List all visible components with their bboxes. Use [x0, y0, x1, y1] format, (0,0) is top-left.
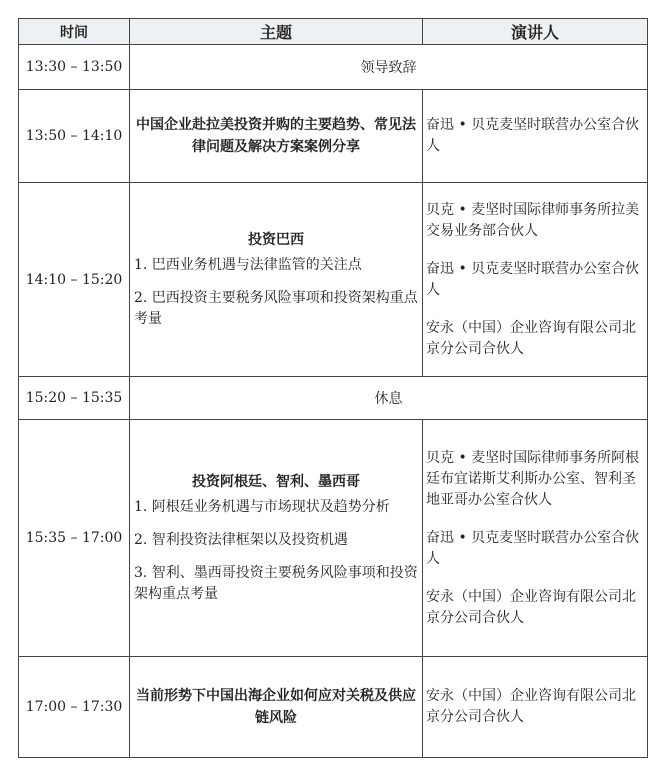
header-speaker: 演讲人 — [423, 19, 648, 45]
topic-title: 当前形势下中国出海企业如何应对关税及供应链风险 — [136, 688, 416, 726]
header-time: 时间 — [19, 19, 130, 45]
topic-item: 3. 智利、墨西哥投资主要税务风险事项和投资架构重点考量 — [134, 565, 418, 602]
table-row — [19, 657, 648, 758]
agenda-table — [18, 18, 648, 758]
speaker-text: 安永（中国）企业咨询有限公司北京分公司合伙人 — [426, 688, 636, 725]
time-cell: 15:20 – 15:35 — [19, 377, 130, 420]
topic-item: 2. 智利投资法律框架以及投资机遇 — [134, 532, 348, 548]
time-cell: 13:30 – 13:50 — [19, 45, 130, 90]
header-row — [19, 19, 648, 45]
header-topic: 主题 — [130, 19, 423, 45]
topic-item: 1. 阿根廷业务机遇与市场现状及趋势分析 — [134, 499, 390, 515]
time-cell: 14:10 – 15:20 — [19, 183, 130, 377]
speaker-text: 贝克 • 麦坚时国际律师事务所阿根廷布宜诺斯艾利斯办公室、智利圣地亚哥办公室合伙人 — [426, 449, 640, 508]
table-row — [19, 377, 648, 420]
topic-cell — [130, 183, 423, 377]
speaker-text: 奋迅 • 贝克麦坚时联营办公室合伙人 — [426, 529, 640, 567]
speaker-text: 奋迅 • 贝克麦坚时联营办公室合伙人 — [426, 260, 640, 298]
topic-cell — [130, 90, 423, 183]
topic-title: 投资巴西 — [248, 232, 304, 248]
speaker-cell — [423, 657, 648, 758]
speaker-cell — [423, 183, 648, 377]
table-row — [19, 45, 648, 90]
topic-item: 1. 巴西业务机遇与法律监管的关注点 — [134, 257, 362, 273]
table-row — [19, 90, 648, 183]
speaker-cell — [423, 420, 648, 657]
time-cell: 13:50 – 14:10 — [19, 90, 130, 183]
topic-item: 2. 巴西投资主要税务风险事项和投资架构重点考量 — [134, 290, 418, 327]
time-cell: 15:35 – 17:00 — [19, 420, 130, 657]
topic-title: 中国企业赴拉美投资并购的主要趋势、常见法律问题及解决方案案例分享 — [136, 117, 416, 155]
table-row — [19, 183, 648, 377]
topic-cell — [130, 420, 423, 657]
session-label: 领导致辞 — [130, 45, 648, 90]
speaker-text: 贝克 • 麦坚时国际律师事务所拉美交易业务部合伙人 — [426, 201, 640, 239]
speaker-text: 安永（中国）企业咨询有限公司北京分公司合伙人 — [426, 588, 636, 626]
topic-cell — [130, 657, 423, 758]
time-cell: 17:00 – 17:30 — [19, 657, 130, 758]
topic-title: 投资阿根廷、智利、墨西哥 — [192, 474, 360, 490]
speaker-cell — [423, 90, 648, 183]
speaker-text: 安永（中国）企业咨询有限公司北京分公司合伙人 — [426, 319, 636, 357]
table-row — [19, 420, 648, 657]
speaker-text: 奋迅 • 贝克麦坚时联营办公室合伙人 — [426, 117, 640, 154]
session-label: 休息 — [130, 377, 648, 420]
